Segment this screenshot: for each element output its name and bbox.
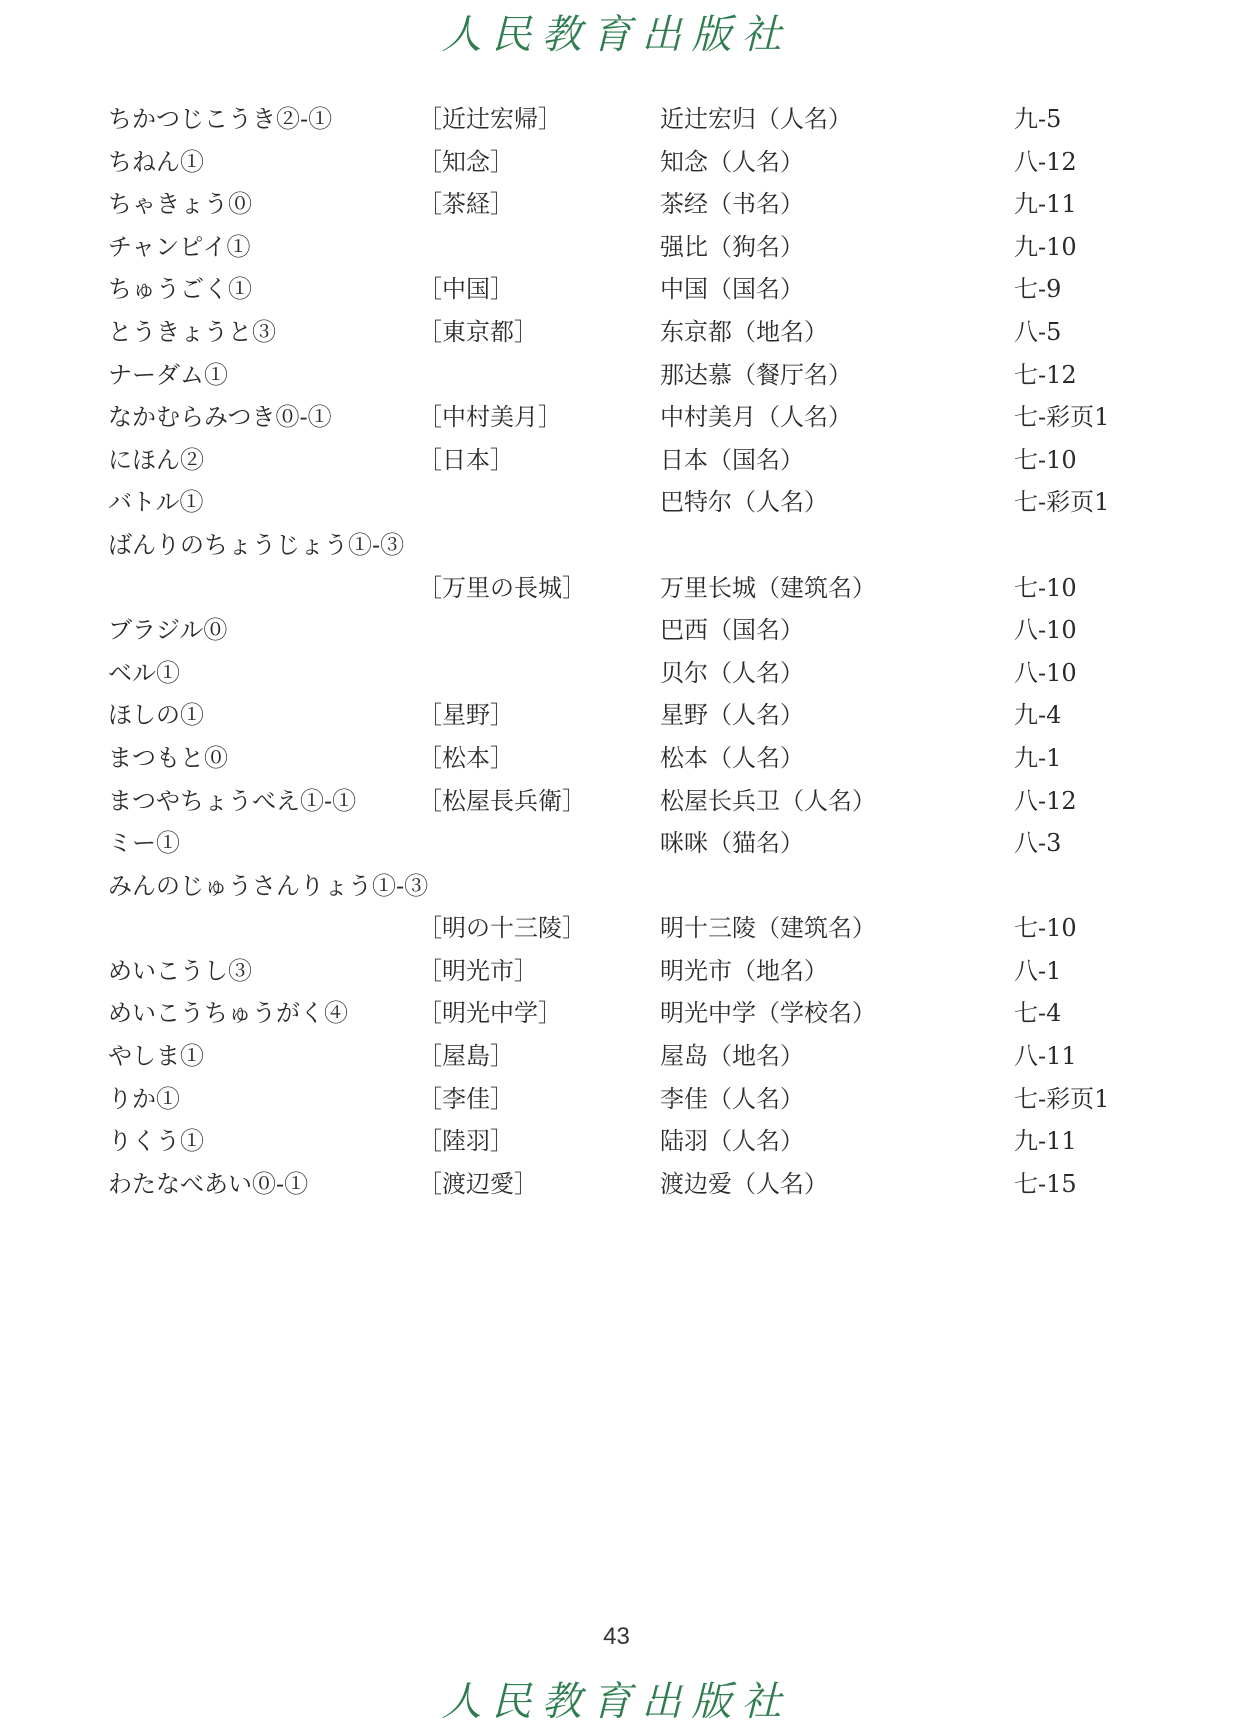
entry-reading: めいこうちゅうがく④ bbox=[108, 999, 348, 1028]
entry-reading: にほん② bbox=[108, 445, 204, 474]
entry-reading: バトル① bbox=[108, 488, 204, 517]
entry-reading: わたなべあい⓪-① bbox=[108, 1169, 309, 1198]
entry-reading: とうきょうと③ bbox=[108, 317, 276, 346]
entry-meaning: 陆羽（人名） bbox=[660, 1127, 804, 1156]
glossary-row bbox=[108, 865, 1158, 908]
entry-reading: ナーダム① bbox=[108, 360, 228, 389]
entry-meaning: 茶经（书名） bbox=[660, 190, 804, 219]
entry-reference: 九-1 bbox=[1014, 743, 1062, 772]
glossary-row bbox=[108, 567, 1158, 610]
glossary-row bbox=[108, 907, 1158, 950]
glossary-row bbox=[108, 183, 1158, 226]
entry-meaning: 巴特尔（人名） bbox=[660, 488, 828, 517]
entry-reference: 七-12 bbox=[1014, 360, 1077, 389]
entry-meaning: 屋岛（地名） bbox=[660, 1042, 804, 1071]
entry-meaning: 咪咪（猫名） bbox=[660, 829, 804, 858]
glossary-table bbox=[108, 98, 1158, 1205]
entry-kanji: ［知念］ bbox=[418, 147, 514, 176]
entry-reading: ちゅうごく① bbox=[108, 275, 252, 304]
glossary-row bbox=[108, 992, 1158, 1035]
entry-reading: ミー① bbox=[108, 829, 180, 858]
entry-kanji: ［星野］ bbox=[418, 701, 514, 730]
glossary-row bbox=[108, 226, 1158, 269]
entry-meaning: 松本（人名） bbox=[660, 743, 804, 772]
entry-meaning: 明光中学（学校名） bbox=[660, 999, 876, 1028]
glossary-row bbox=[108, 780, 1158, 823]
glossary-row bbox=[108, 98, 1158, 141]
entry-meaning: 巴西（国名） bbox=[660, 616, 804, 645]
entry-meaning: 万里长城（建筑名） bbox=[660, 573, 876, 602]
glossary-row bbox=[108, 141, 1158, 184]
entry-reference: 九-4 bbox=[1014, 701, 1062, 730]
entry-meaning: 日本（国名） bbox=[660, 445, 804, 474]
entry-reference: 七-10 bbox=[1014, 573, 1077, 602]
publisher-logo-header: 人民教育出版社 bbox=[441, 12, 792, 58]
entry-reference: 八-12 bbox=[1014, 147, 1077, 176]
entry-kanji: ［渡辺愛］ bbox=[418, 1169, 538, 1198]
entry-kanji: ［中国］ bbox=[418, 275, 514, 304]
page-number: 43 bbox=[603, 1623, 630, 1650]
entry-reference: 八-12 bbox=[1014, 786, 1077, 815]
entry-kanji: ［中村美月］ bbox=[418, 403, 562, 432]
glossary-row bbox=[108, 694, 1158, 737]
entry-meaning: 贝尔（人名） bbox=[660, 658, 804, 687]
entry-kanji: ［日本］ bbox=[418, 445, 514, 474]
entry-kanji: ［茶経］ bbox=[418, 190, 514, 219]
entry-kanji: ［近辻宏帰］ bbox=[418, 105, 562, 133]
entry-reading: めいこうし③ bbox=[108, 956, 252, 985]
entry-kanji: ［東京都］ bbox=[418, 317, 538, 346]
entry-meaning: 近辻宏归（人名） bbox=[660, 105, 852, 133]
entry-reference: 八-1 bbox=[1014, 956, 1062, 985]
entry-reading: ちねん① bbox=[108, 147, 204, 176]
entry-reference: 九-11 bbox=[1014, 1127, 1077, 1156]
entry-meaning: 松屋长兵卫（人名） bbox=[660, 786, 876, 815]
glossary-row bbox=[108, 950, 1158, 993]
entry-reading: ブラジル⓪ bbox=[108, 616, 228, 645]
entry-reference: 七-15 bbox=[1014, 1169, 1077, 1198]
entry-reading: みんのじゅうさんりょう①-③ bbox=[108, 871, 429, 900]
entry-reading: なかむらみつき⓪-① bbox=[108, 403, 332, 432]
entry-meaning: 知念（人名） bbox=[660, 147, 804, 176]
entry-reading: ちゃきょう⓪ bbox=[108, 190, 252, 219]
entry-kanji: ［屋島］ bbox=[418, 1042, 514, 1071]
entry-meaning: 中村美月（人名） bbox=[660, 403, 852, 432]
entry-reading: ばんりのちょうじょう①-③ bbox=[108, 530, 405, 559]
entry-reference: 七-彩页1 bbox=[1014, 1084, 1110, 1113]
entry-reference: 七-9 bbox=[1014, 275, 1062, 304]
entry-meaning: 李佳（人名） bbox=[660, 1084, 804, 1113]
glossary-row bbox=[108, 1035, 1158, 1078]
glossary-row bbox=[108, 737, 1158, 780]
entry-reference: 八-10 bbox=[1014, 616, 1077, 645]
glossary-row bbox=[108, 609, 1158, 652]
entry-reading: まつやちょうべえ①-① bbox=[108, 786, 357, 815]
entry-meaning: 明光市（地名） bbox=[660, 956, 828, 985]
entry-kanji: ［松屋長兵衛］ bbox=[418, 786, 586, 815]
glossary-row bbox=[108, 1078, 1158, 1121]
entry-reading: りか① bbox=[108, 1084, 180, 1113]
glossary-row bbox=[108, 311, 1158, 354]
entry-reference: 七-彩页1 bbox=[1014, 403, 1110, 432]
entry-reference: 七-彩页1 bbox=[1014, 488, 1110, 517]
entry-kanji: ［松本］ bbox=[418, 743, 514, 772]
entry-kanji: ［明光市］ bbox=[418, 956, 538, 985]
entry-meaning: 中国（国名） bbox=[660, 275, 804, 304]
entry-reference: 七-10 bbox=[1014, 445, 1077, 474]
entry-reference: 七-4 bbox=[1014, 999, 1062, 1028]
entry-meaning: 强比（狗名） bbox=[660, 232, 804, 261]
entry-meaning: 渡边爱（人名） bbox=[660, 1169, 828, 1198]
entry-reading: やしま① bbox=[108, 1042, 204, 1071]
glossary-row bbox=[108, 354, 1158, 397]
glossary-row bbox=[108, 439, 1158, 482]
entry-reference: 九-5 bbox=[1014, 105, 1062, 133]
glossary-row bbox=[108, 268, 1158, 311]
publisher-logo-footer: 人民教育出版社 bbox=[441, 1679, 792, 1725]
entry-kanji: ［明の十三陵］ bbox=[418, 914, 586, 943]
glossary-row bbox=[108, 396, 1158, 439]
entry-meaning: 那达慕（餐厅名） bbox=[660, 360, 852, 389]
entry-kanji: ［陸羽］ bbox=[418, 1127, 514, 1156]
entry-kanji: ［李佳］ bbox=[418, 1084, 514, 1113]
glossary-row bbox=[108, 652, 1158, 695]
entry-meaning: 星野（人名） bbox=[660, 701, 804, 730]
glossary-row bbox=[108, 481, 1158, 524]
entry-reference: 七-10 bbox=[1014, 914, 1077, 943]
entry-reference: 八-10 bbox=[1014, 658, 1077, 687]
glossary-row bbox=[108, 524, 1158, 567]
entry-reading: ちかつじこうき②-① bbox=[108, 105, 333, 133]
glossary-row bbox=[108, 1163, 1158, 1206]
entry-reference: 九-11 bbox=[1014, 190, 1077, 219]
entry-reading: りくう① bbox=[108, 1127, 204, 1156]
entry-reading: チャンピイ① bbox=[108, 232, 251, 261]
entry-reading: ベル① bbox=[108, 658, 180, 687]
entry-meaning: 东京都（地名） bbox=[660, 317, 828, 346]
glossary-row bbox=[108, 822, 1158, 865]
entry-reference: 九-10 bbox=[1014, 232, 1077, 261]
entry-reference: 八-11 bbox=[1014, 1042, 1077, 1071]
entry-reading: ほしの① bbox=[108, 701, 204, 730]
entry-meaning: 明十三陵（建筑名） bbox=[660, 914, 876, 943]
entry-reference: 八-5 bbox=[1014, 317, 1062, 346]
entry-kanji: ［明光中学］ bbox=[418, 999, 562, 1028]
entry-kanji: ［万里の長城］ bbox=[418, 573, 586, 602]
glossary-row bbox=[108, 1120, 1158, 1163]
entry-reference: 八-3 bbox=[1014, 829, 1062, 858]
entry-reading: まつもと⓪ bbox=[108, 743, 228, 772]
